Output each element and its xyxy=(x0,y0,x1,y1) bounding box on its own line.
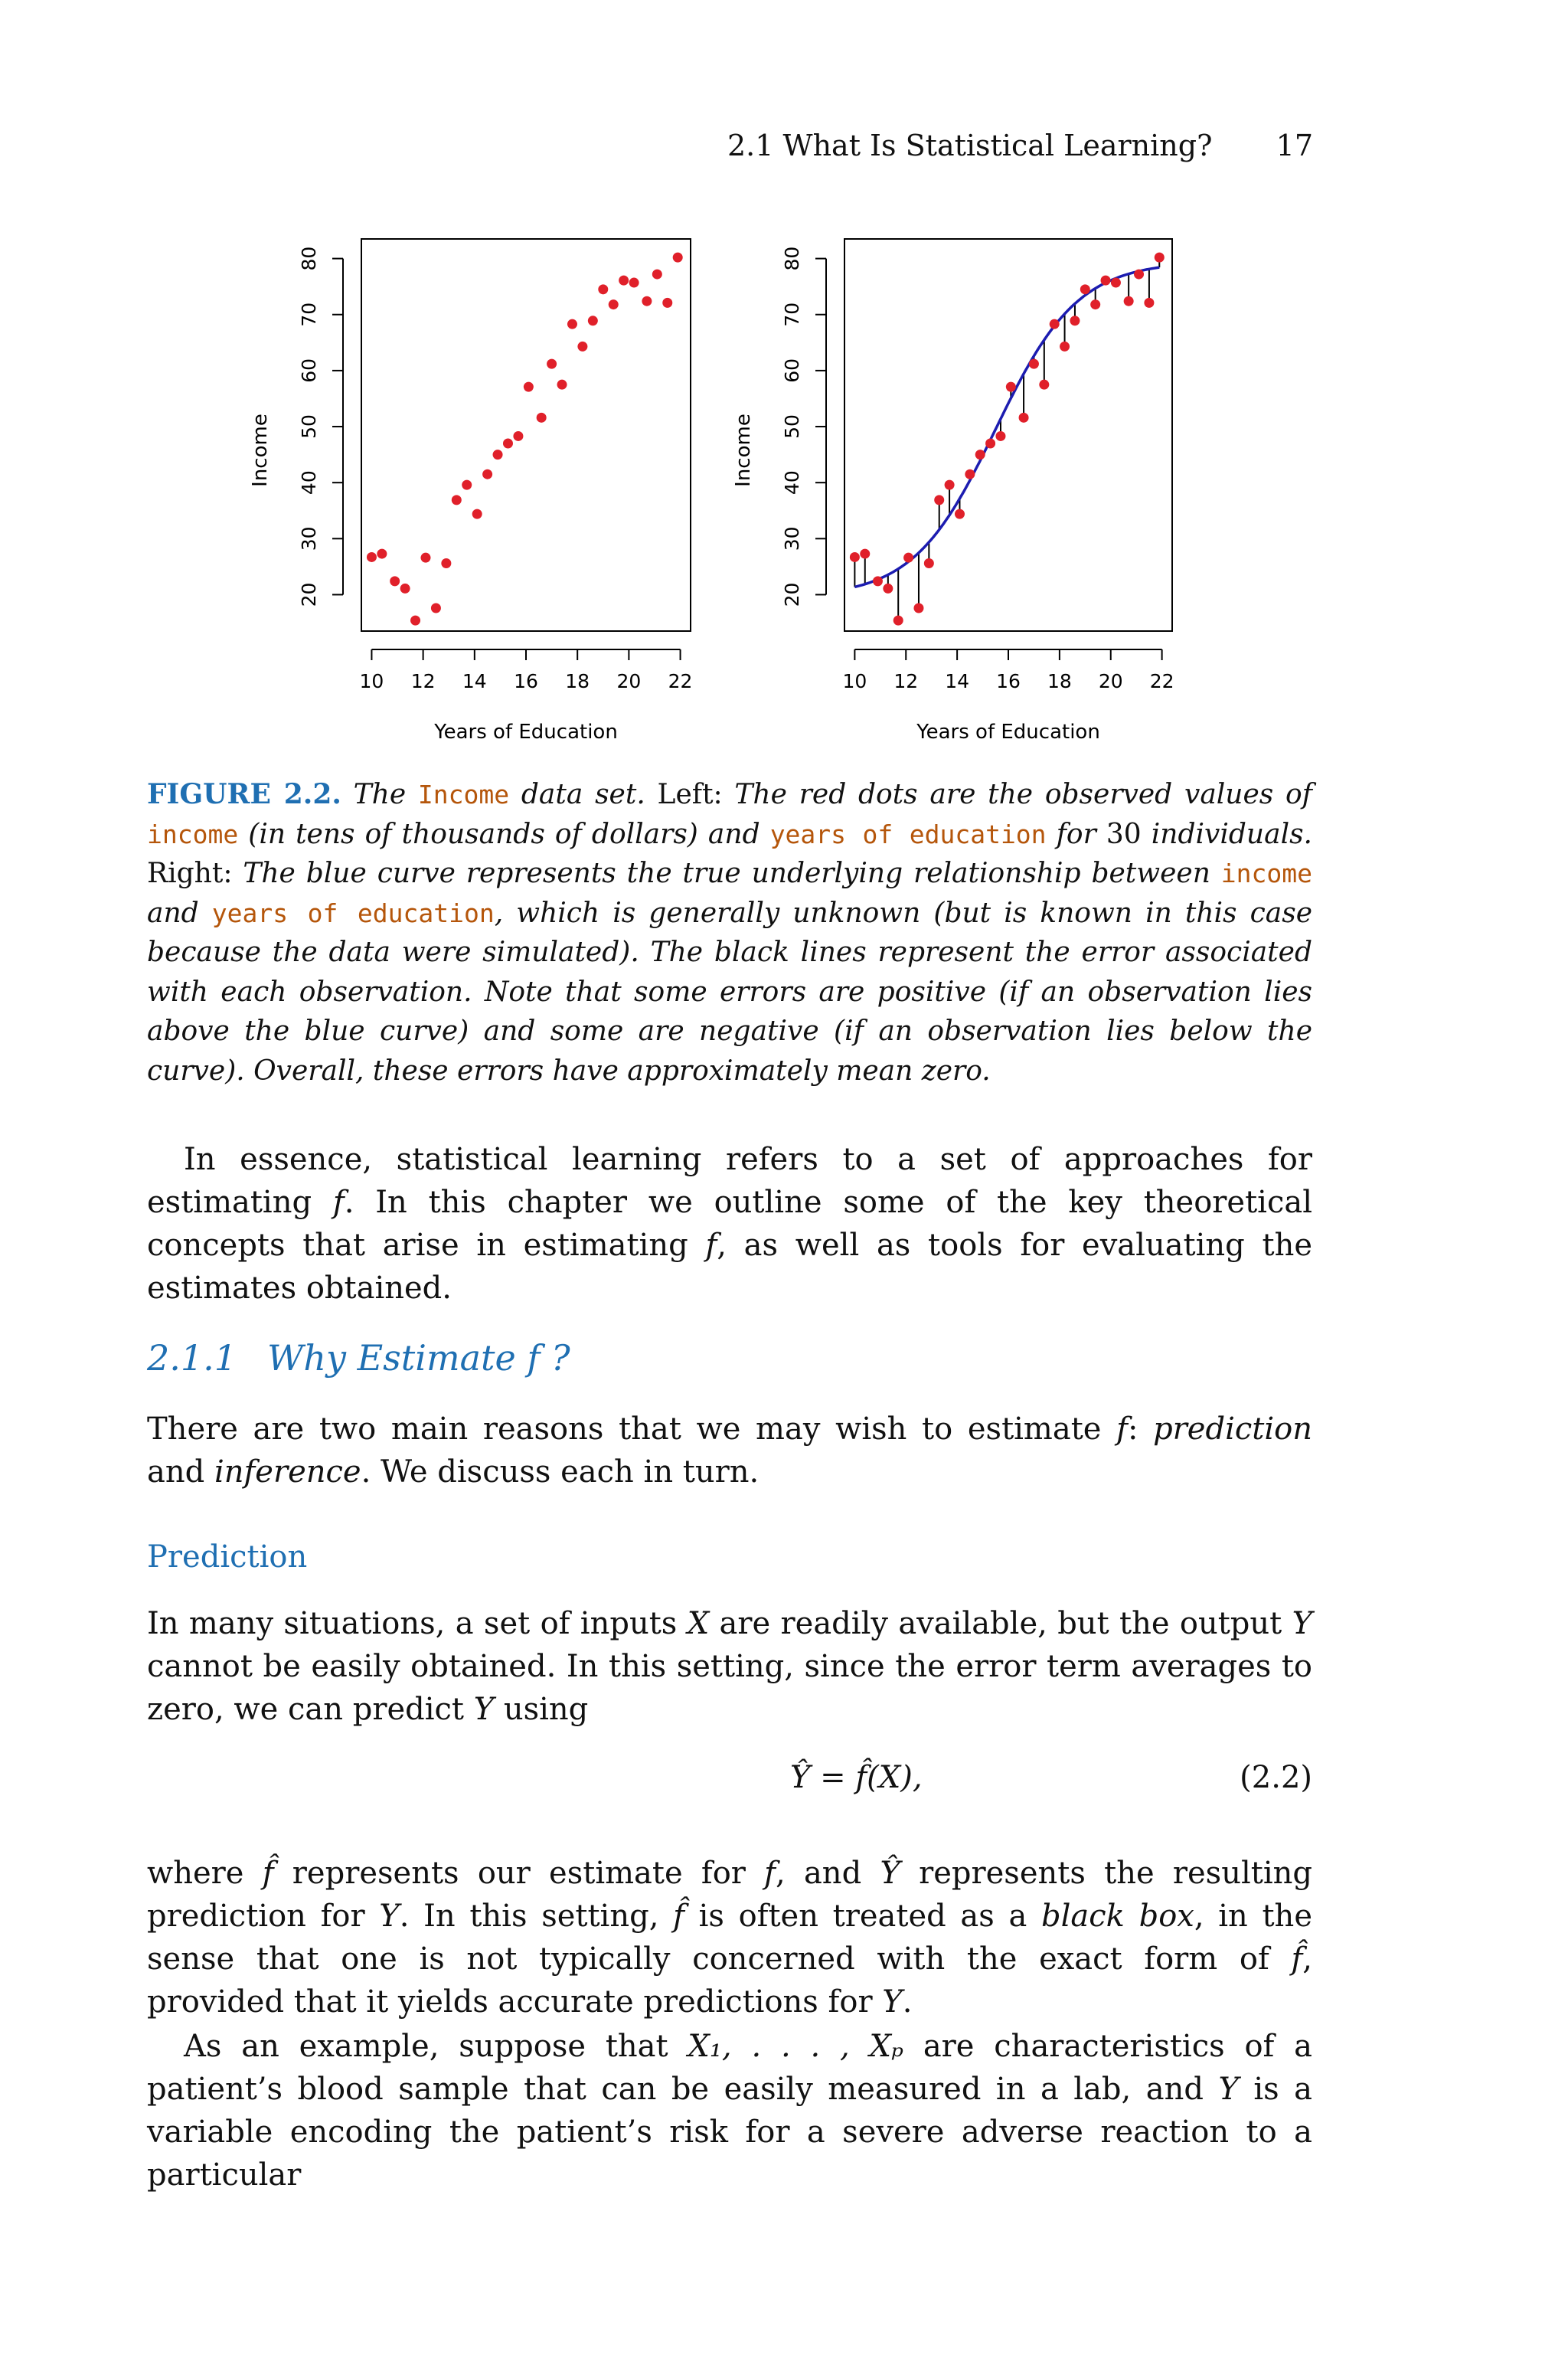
data-point xyxy=(1090,299,1100,309)
data-point xyxy=(462,480,472,490)
x-tick-label: 22 xyxy=(1149,670,1174,692)
math-y: Y xyxy=(1218,2072,1239,2107)
x-tick-label: 20 xyxy=(616,670,642,692)
data-point xyxy=(420,553,430,563)
data-point xyxy=(524,382,534,392)
data-point xyxy=(1070,316,1080,325)
y-tick-label: 40 xyxy=(781,470,803,496)
y-tick-label: 60 xyxy=(781,358,803,383)
data-point xyxy=(995,431,1005,441)
para-text: are readily available, but the output xyxy=(709,1606,1292,1641)
data-point xyxy=(472,509,482,519)
x-tick-label: 22 xyxy=(668,670,693,692)
term-black-box: black box xyxy=(1041,1899,1194,1934)
running-header-title: 2.1 What Is Statistical Learning? xyxy=(727,129,1213,162)
data-point xyxy=(934,495,944,505)
caption-text: Right: xyxy=(147,858,243,889)
para-text: using xyxy=(494,1692,589,1727)
y-tick-label: 60 xyxy=(298,358,320,383)
data-point xyxy=(1134,270,1144,280)
y-tick-label: 20 xyxy=(781,582,803,607)
section-title: Why Estimate f ? xyxy=(267,1337,570,1379)
panel-right-income-true-curve xyxy=(732,239,1174,744)
data-point xyxy=(850,552,860,562)
data-point xyxy=(567,319,577,329)
y-tick-label: 40 xyxy=(298,470,320,496)
figure-2-2 xyxy=(0,214,1568,751)
math-f: f xyxy=(705,1228,717,1263)
para-text: is a variable encoding the patient’s risk for a severe adverse reaction to a particular xyxy=(147,2072,1312,2193)
math-fhat: f̂ xyxy=(262,1856,274,1891)
data-point xyxy=(903,553,913,563)
data-point xyxy=(588,316,598,325)
y-tick-label: 80 xyxy=(781,246,803,271)
x-tick-label: 16 xyxy=(514,670,538,692)
subsection-heading: Prediction xyxy=(147,1539,308,1575)
caption-text: The xyxy=(341,779,418,810)
x-tick-label: 16 xyxy=(996,670,1021,692)
data-point xyxy=(609,299,619,309)
y-axis-label: Income xyxy=(732,414,755,487)
para-text: and xyxy=(147,1454,214,1490)
caption-text: for xyxy=(1046,818,1106,850)
y-tick-label: 70 xyxy=(298,302,320,327)
data-point xyxy=(673,253,683,263)
math-f: f xyxy=(1116,1411,1128,1447)
data-point xyxy=(431,603,441,613)
equation-2-2 xyxy=(147,1760,1312,1806)
term-prediction: prediction xyxy=(1153,1411,1312,1447)
data-point xyxy=(873,576,883,586)
data-point xyxy=(924,558,934,568)
data-point xyxy=(400,584,410,594)
math-f: f xyxy=(764,1856,776,1891)
panel-left-income-scatter xyxy=(249,239,692,744)
caption-text: (in tens of thousands of dollars) and xyxy=(238,818,770,850)
data-point xyxy=(1060,342,1070,352)
x-tick-label: 12 xyxy=(893,670,919,692)
data-point xyxy=(893,616,903,626)
true-relationship-curve xyxy=(854,267,1159,587)
data-point xyxy=(410,616,420,626)
code-income: Income xyxy=(417,780,510,810)
y-axis-label: Income xyxy=(249,414,272,487)
math-arg: (X), xyxy=(867,1760,923,1795)
data-point xyxy=(441,558,451,568)
x-tick-label: 20 xyxy=(1098,670,1123,692)
data-point xyxy=(493,450,503,460)
term-inference: inference xyxy=(214,1454,361,1490)
data-point xyxy=(642,296,652,306)
caption-text: data set. xyxy=(509,779,645,810)
data-point xyxy=(377,549,387,559)
para-text: represents the resulting prediction for xyxy=(147,1856,1312,1934)
x-tick-label: 10 xyxy=(359,670,384,692)
paragraph-prediction xyxy=(147,1602,1312,1731)
para-text: , in the sense that one is not typically concerned with the exact form of xyxy=(147,1899,1312,1977)
x-tick-label: 14 xyxy=(462,670,487,692)
caption-number: 30 xyxy=(1106,818,1142,850)
data-point xyxy=(452,495,462,505)
para-text: . We discuss each in turn. xyxy=(361,1454,760,1490)
para-text: There are two main reasons that we may wish to estimate xyxy=(147,1411,1117,1447)
data-point xyxy=(913,603,923,613)
data-point xyxy=(1050,319,1060,329)
caption-text: The blue curve represents the true underlying relationship between xyxy=(243,858,1221,889)
data-point xyxy=(662,298,672,308)
code-income: income xyxy=(147,819,239,849)
math-yhat: Ŷ xyxy=(880,1856,900,1891)
paragraph-example xyxy=(147,2025,1312,2196)
code-years-of-education: years of education xyxy=(211,898,495,928)
x-tick-label: 10 xyxy=(842,670,867,692)
caption-text: Left: xyxy=(645,779,735,810)
data-point xyxy=(985,438,995,448)
math-fhat: f̂ xyxy=(1291,1941,1303,1977)
y-tick-label: 30 xyxy=(781,526,803,551)
paragraph-reasons xyxy=(147,1408,1312,1493)
data-point xyxy=(1029,359,1039,369)
para-text: . xyxy=(902,1984,913,2020)
plot-frame xyxy=(361,239,691,631)
running-header xyxy=(727,129,1313,162)
x-axis-label: Years of Education xyxy=(916,721,1100,744)
section-number: 2.1.1 xyxy=(147,1337,237,1379)
data-point xyxy=(482,469,492,479)
y-tick-label: 30 xyxy=(298,526,320,551)
data-point xyxy=(390,576,400,586)
code-income: income xyxy=(1220,859,1312,888)
data-point xyxy=(1155,253,1165,263)
data-point xyxy=(1101,276,1111,286)
para-text: , as well as tools for evaluating the estimates obtained. xyxy=(147,1228,1313,1306)
paragraph-intro xyxy=(147,1138,1312,1310)
x-tick-label: 18 xyxy=(565,670,590,692)
data-point xyxy=(537,413,547,423)
math-x: X xyxy=(687,1606,710,1641)
data-point xyxy=(547,359,557,369)
math-y: Y xyxy=(379,1899,400,1934)
data-point xyxy=(955,509,965,519)
caption-text: individuals. xyxy=(1141,818,1312,850)
math-y: Y xyxy=(473,1692,495,1727)
x-tick-label: 12 xyxy=(410,670,436,692)
data-point xyxy=(557,380,567,390)
section-heading xyxy=(147,1337,570,1379)
paragraph-black-box xyxy=(147,1852,1312,2023)
data-point xyxy=(629,278,639,288)
math-yhat: Ŷ xyxy=(790,1760,811,1795)
data-point xyxy=(598,284,608,294)
para-text: , provided that it yields accurate predictions for xyxy=(147,1941,1312,2020)
caption-text: and xyxy=(147,897,212,929)
data-point xyxy=(1144,298,1154,308)
data-point xyxy=(965,469,975,479)
para-text: . In this chapter we outline some of the key theoretical concepts that arise in estimating xyxy=(147,1185,1312,1263)
x-tick-label: 18 xyxy=(1047,670,1072,692)
para-text: . In this setting, xyxy=(399,1899,674,1934)
x-tick-label: 14 xyxy=(945,670,970,692)
page-number: 17 xyxy=(1276,129,1313,162)
y-tick-label: 70 xyxy=(781,302,803,327)
data-point xyxy=(503,438,513,448)
data-point xyxy=(577,342,587,352)
caption-text: , which is generally unknown (but is known in this case because the data were simulated). The black lines represent the error associated with each observation. Note that some errors are positive (if an observation lies above the blue curve) and some are negative (if an observation lies below the curve). Overall, these errors have approximately mean zero. xyxy=(147,897,1313,1087)
math-y: Y xyxy=(1292,1606,1312,1641)
data-point xyxy=(1039,380,1049,390)
y-tick-label: 50 xyxy=(781,414,803,439)
para-text: In many situations, a set of inputs xyxy=(147,1606,688,1641)
data-point xyxy=(975,450,985,460)
para-text: are characteristics of a patient’s blood sample that can be easily measured in a lab, and xyxy=(147,2029,1312,2107)
data-point xyxy=(860,549,870,559)
para-text: As an example, suppose that xyxy=(184,2029,688,2064)
para-text: where xyxy=(147,1856,263,1891)
data-point xyxy=(945,480,955,490)
math-y: Y xyxy=(882,1984,903,2020)
y-tick-label: 80 xyxy=(298,246,320,271)
data-point xyxy=(367,552,377,562)
figure-caption xyxy=(147,775,1312,1091)
code-years-of-education: years of education xyxy=(769,819,1047,849)
math-f: f xyxy=(332,1185,345,1220)
figure-label: FIGURE 2.2. xyxy=(147,778,341,810)
math-fhat: f̂ xyxy=(673,1899,684,1934)
x-axis-label: Years of Education xyxy=(434,721,618,744)
para-text: represents our estimate for xyxy=(273,1856,765,1891)
para-text: : xyxy=(1127,1411,1154,1447)
math-fhat: f̂ xyxy=(855,1760,867,1795)
para-text: cannot be easily obtained. In this setting, since the error term averages to zero, we can predict xyxy=(147,1649,1312,1727)
data-point xyxy=(1124,296,1134,306)
data-point xyxy=(652,270,662,280)
equation-number: (2.2) xyxy=(1240,1760,1312,1795)
equation-body xyxy=(790,1760,923,1795)
data-point xyxy=(1111,278,1121,288)
math-x-list: X₁, . . . , Xₚ xyxy=(688,2029,904,2064)
para-text: is often treated as a xyxy=(684,1899,1042,1934)
data-point xyxy=(1006,382,1016,392)
caption-text: The red dots are the observed values of xyxy=(734,779,1313,810)
data-point xyxy=(883,584,893,594)
data-point xyxy=(1080,284,1090,294)
para-text: In essence, statistical learning refers to a set of approaches for estimating xyxy=(147,1142,1312,1220)
data-point xyxy=(513,431,523,441)
data-point xyxy=(619,276,629,286)
math-equals: = xyxy=(810,1760,856,1795)
para-text: , and xyxy=(775,1856,880,1891)
y-tick-label: 20 xyxy=(298,582,320,607)
data-point xyxy=(1019,413,1029,423)
y-tick-label: 50 xyxy=(298,414,320,439)
